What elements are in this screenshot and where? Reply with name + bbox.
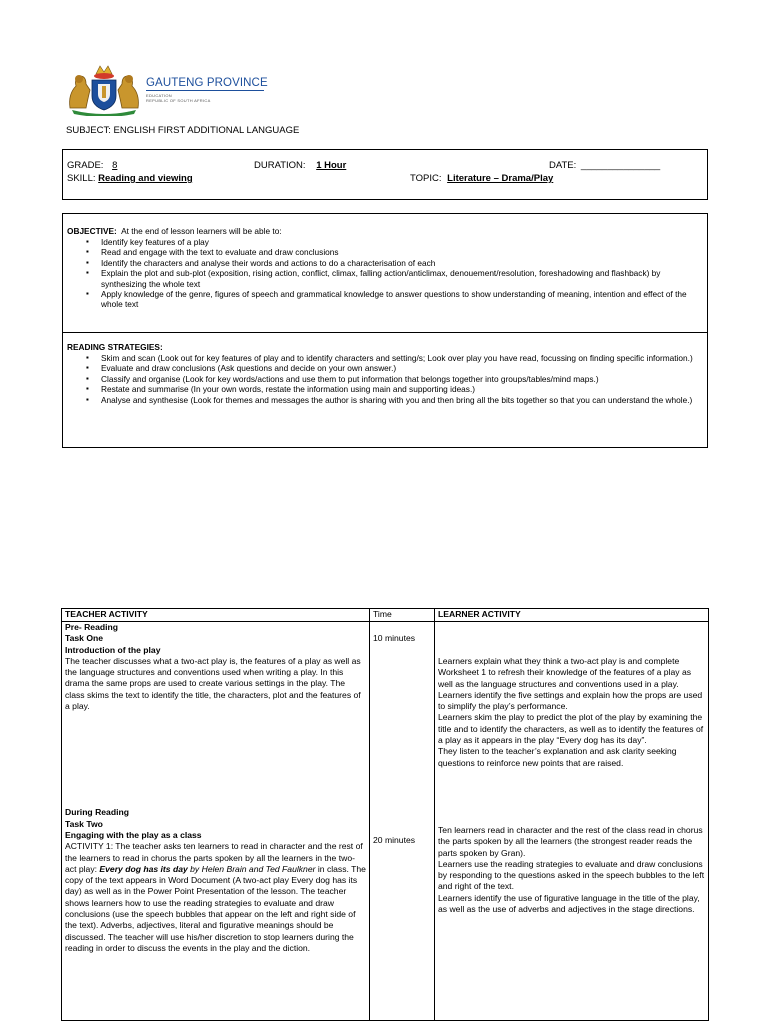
logo-department: EDUCATION (146, 93, 172, 98)
grade-field (67, 160, 117, 171)
task-title: Engaging with the play as a class (65, 829, 202, 840)
objective-section (67, 226, 701, 310)
phase-label: Pre- Reading (65, 622, 119, 632)
duration-value: 1 Hour (316, 160, 347, 171)
learner-activity-header: LEARNER ACTIVITY (435, 609, 709, 622)
objective-list (67, 237, 701, 310)
date-value[interactable]: _______________ (580, 160, 661, 171)
time-value: 10 minutes (373, 633, 416, 643)
topic-value: Literature – Drama/Play (447, 173, 554, 184)
list-item: ▪ Apply knowledge of the genre, figures of speech and grammatical knowledge to answer questions to show understanding of meaning, intention and effect of the whole text (101, 289, 701, 310)
teacher-activity-cell (62, 622, 370, 1021)
duration-field (254, 160, 346, 171)
learner-activity-text: Learners explain what they think a two-act play is and complete Worksheet 1 to refresh their knowledge of the features of a play as well as the language structures and conventions used in a play. Learners identify the five settings and explain how the props are used to simplify the play’s performance. Learners skim the play to predict the plot of the play by examining the title and to identify the characters, as well as to identify the features of a play as it appears in the play “Every dog has its day”. They listen to the teacher’s explanation and ask clarity seeking questions to reinforce new points that are raised. (438, 656, 704, 768)
list-item: ▪ Explain the plot and sub-plot (exposition, rising action, conflict, climax, falling action/anticlimax, denouement/resolution, foreshadowing and flashback) by synthesizing the whole text (101, 268, 701, 289)
coat-of-arms-icon (64, 64, 144, 116)
objective-label: OBJECTIVE: (67, 226, 117, 236)
learner-activity-text: Ten learners read in character and the rest of the class read in chorus the parts spoken by all the learners (the strongest reader reads the parts spoken by Gran). Learners use the reading strategies to evaluate and draw conclusions by responding to the questions asked in the speech bubbles to the left and right of the text. Learners identify the use of figurative language in the title of the play, as well as the use of adverbs and adjectives in the stage directions. (438, 824, 705, 915)
topic-label: TOPIC: (410, 173, 442, 184)
table-row (62, 622, 709, 1021)
list-item: ▪ Analyse and synthesise (Look for themes and messages the author is sharing with you and then bring all the bits together so that you can understand the whole.) (101, 395, 701, 405)
list-item: ▪ Identify key features of a play (101, 237, 701, 247)
list-item: ▪ Classify and organise (Look for key words/actions and use them to put information that belongs together into groups/tables/mind maps.) (101, 374, 701, 384)
subject-line: SUBJECT: ENGLISH FIRST ADDITIONAL LANGUAGE (66, 125, 300, 136)
grade-label: GRADE: (67, 160, 104, 171)
list-item: ▪ Restate and summarise (In your own words, restate the information using main and supporting ideas.) (101, 384, 701, 394)
play-authors: by Helen Brain and Ted Faulkner (190, 863, 316, 874)
reading-strategies-section (67, 342, 701, 405)
phase-label: During Reading (65, 807, 129, 818)
topic-field (410, 173, 553, 184)
lesson-info-box (62, 149, 708, 200)
time-header: Time (370, 609, 435, 622)
activity-1-text-continued: in class. The copy of the text appears in Word Document (A two-act play Every dog has its day) as well as in the Power Point Presentation of the lesson. The teacher shows learners how to use the reading strategies to evaluate and draw conclusions (use the speech bubbles that appear on the left and right side of the text). Adverbs, adjectives, literal and figurative meanings should be discussed. The teacher will use his/her discretion to stop learners during the reading in order to discuss the events in the play and the diction. (65, 863, 366, 953)
logo-title: GAUTENG PROVINCE (146, 77, 268, 89)
duration-label: DURATION: (254, 160, 306, 171)
skill-value: Reading and viewing (98, 173, 193, 184)
gauteng-logo (64, 64, 268, 116)
play-title: Every dog has its day (99, 863, 188, 874)
divider (63, 332, 707, 333)
teacher-activity-text (65, 841, 366, 954)
list-item: ▪ Skim and scan (Look out for key features of play and to identify characters and setting/s; Look over play you have read, focussing on finding specific information.) (101, 353, 701, 363)
skill-field (67, 173, 193, 184)
list-item: ▪ Evaluate and draw conclusions (Ask questions and decide on your own answer.) (101, 363, 701, 373)
time-value: 20 minutes (373, 835, 416, 846)
learner-activity-cell (435, 622, 709, 1021)
table-header-row (62, 609, 709, 622)
date-label: DATE: (549, 160, 577, 171)
date-field (549, 160, 660, 171)
list-item: ▪ Identify the characters and analyse their words and actions to do a characterisation of each (101, 258, 701, 268)
teacher-activity-header: TEACHER ACTIVITY (62, 609, 370, 622)
reading-strategies-list (67, 353, 701, 405)
reading-strategies-label: READING STRATEGIES: (67, 342, 163, 352)
logo-country: REPUBLIC OF SOUTH AFRICA (146, 98, 211, 103)
teacher-activity-text: The teacher discusses what a two-act play is, the features of a play as well as the language structures and conventions used when writing a play. In this drama the same props are used to create various settings in the play. The class skims the text to identify the title, the characters, plot and the features of a play. (65, 655, 361, 712)
task-label: Task One (65, 633, 104, 644)
time-cell (370, 622, 435, 1021)
task-title: Introduction of the play (65, 644, 161, 655)
activity-table (61, 608, 709, 1021)
objectives-box (62, 213, 708, 448)
skill-label: SKILL: (67, 173, 96, 184)
activity-1-text: ACTIVITY 1: The teacher asks ten learners to read in character and the rest of the learners to read in chorus the parts spoken by all the learners in the two-act play: (65, 841, 363, 874)
objective-intro: At the end of lesson learners will be able to: (121, 226, 282, 236)
task-label: Task Two (65, 818, 103, 829)
grade-value: 8 (112, 160, 118, 171)
list-item: ▪ Read and engage with the text to evaluate and draw conclusions (101, 247, 701, 257)
